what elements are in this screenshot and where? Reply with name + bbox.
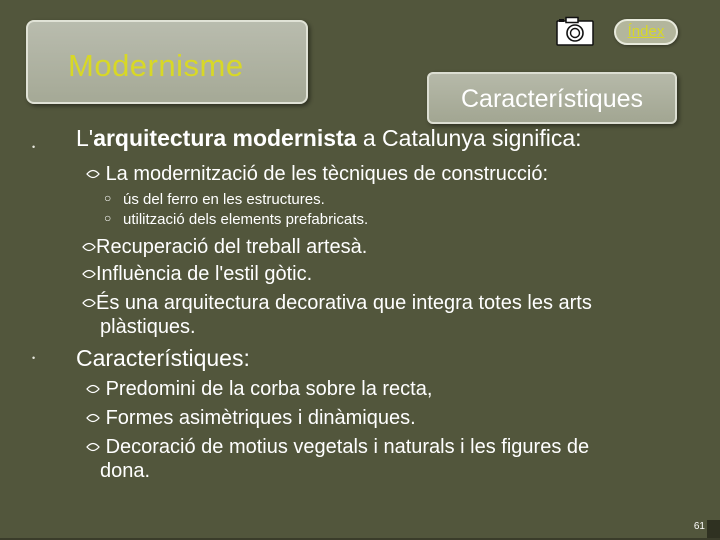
bullet-icon: • (32, 142, 36, 152)
bullet-icon (82, 263, 96, 286)
subitem-text: Decoració de motius vegetals i naturals i les figures de (105, 436, 590, 458)
circle-bullet-icon: ○ (104, 191, 112, 205)
bullet-icon (86, 378, 100, 401)
bullet-icon (86, 407, 100, 430)
subitem-text: La modernització de les tècniques de construcció: (105, 163, 549, 185)
subitem-text: Recuperació del treball artesà. (96, 236, 368, 258)
camera-icon[interactable] (556, 16, 594, 46)
subitem-decoracio (86, 436, 589, 459)
subitem-text: Influència de l'estil gòtic. (96, 263, 313, 285)
slide-subtitle: Característiques (461, 85, 644, 113)
subitem-recuperacio (82, 236, 367, 259)
bullet-icon: • (32, 353, 36, 363)
bullet-item-caracteristiques: Característiques: (76, 345, 250, 371)
page-number: 61 (693, 521, 705, 532)
point-prefabricats: utilització dels elements prefabricats. (123, 211, 369, 228)
bullet-icon (86, 163, 100, 186)
slide-title: Modernisme (68, 48, 244, 83)
subitem-influencia (82, 263, 312, 286)
corner-decoration (707, 520, 720, 540)
subitem-text: Formes asimètriques i dinàmiques. (105, 407, 416, 429)
subitem-decorativa (82, 292, 592, 315)
bullet-icon (82, 292, 96, 315)
bullet-icon (82, 236, 96, 259)
subtitle-box (427, 72, 677, 124)
subitem-decorativa-cont: plàstiques. (100, 316, 196, 338)
item-text-bold: arquitectura modernista (93, 125, 357, 151)
circle-bullet-icon: ○ (104, 211, 112, 225)
subitem-tecniques (86, 163, 548, 186)
bullet-icon (86, 436, 100, 459)
subitem-text: És una arquitectura decorativa que integra totes les arts (96, 292, 592, 314)
point-ferro: ús del ferro en les estructures. (123, 191, 325, 208)
title-box (26, 20, 308, 104)
index-button[interactable]: Índex (614, 19, 678, 45)
item-text-post: a Catalunya significa: (356, 125, 582, 151)
subitem-decoracio-cont: dona. (100, 460, 151, 482)
bullet-item-arquitectura (76, 125, 582, 152)
subitem-text: Predomini de la corba sobre la recta, (105, 378, 433, 400)
subitem-formes (86, 407, 416, 430)
item-text-pre: L' (76, 125, 94, 151)
subitem-corba (86, 378, 432, 401)
